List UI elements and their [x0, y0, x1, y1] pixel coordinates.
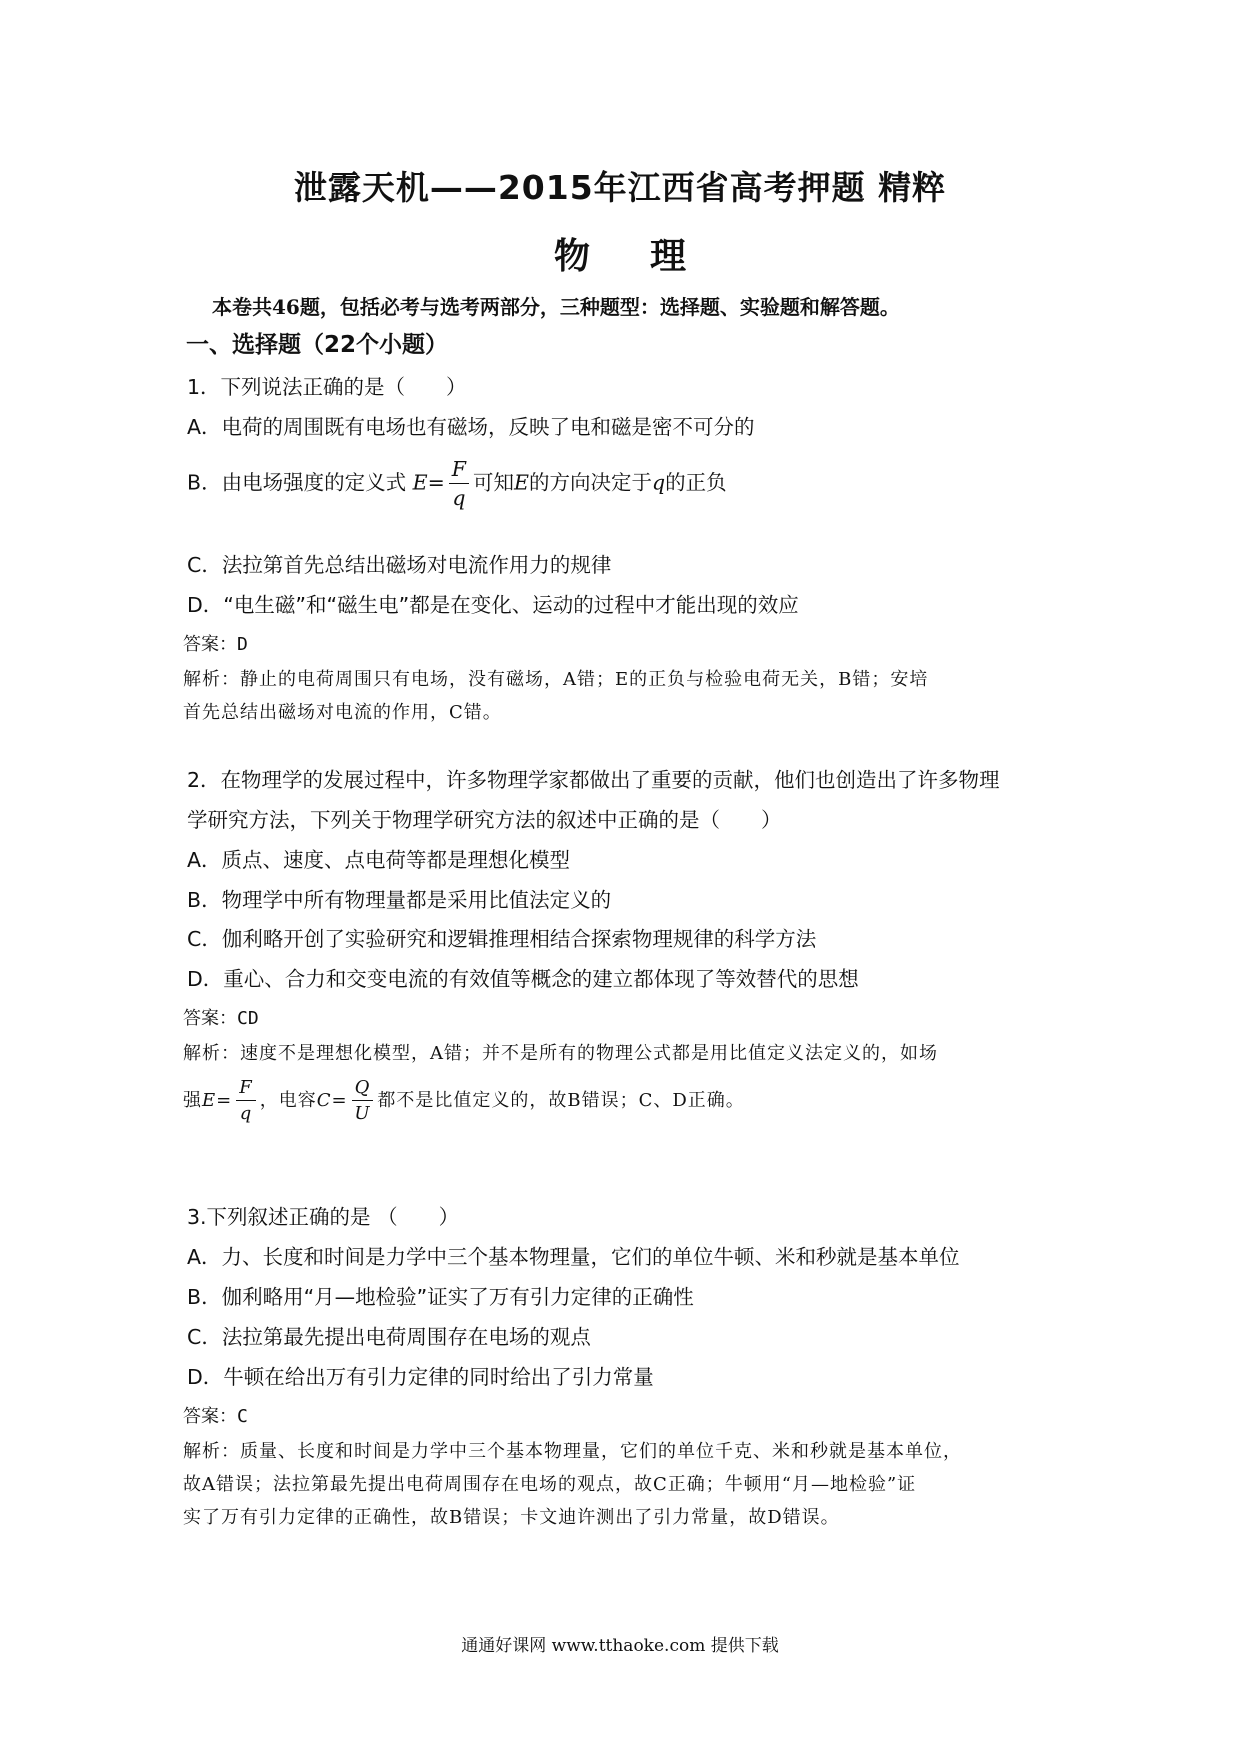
- q2-option-b: B．物理学中所有物理量都是采用比值法定义的: [187, 888, 612, 912]
- q2-exp-equals-2: =: [331, 1089, 348, 1111]
- q2-exp-middle: ，电容: [259, 1089, 317, 1111]
- q3-option-c: C．法拉第最先提出电荷周围存在电场的观点: [187, 1325, 591, 1349]
- q2-exp-prefix: 强: [183, 1089, 202, 1111]
- q2-stem-line-2: 学研究方法，下列关于物理学研究方法的叙述中正确的是（ ）: [187, 808, 782, 832]
- q2-answer: 答案：CD: [183, 1008, 259, 1029]
- q2-exp-fraction-e: [236, 1078, 256, 1124]
- q3-explanation-line-2: 故A错误；法拉第最先提出电荷周围存在电场的观点，故C正确；牛顿用“月—地检验”证: [183, 1474, 917, 1495]
- q3-option-a: A．力、长度和时间是力学中三个基本物理量，它们的单位牛顿、米和秒就是基本单位: [187, 1245, 960, 1269]
- q1-b-fraction: [449, 458, 469, 509]
- q3-answer: 答案：C: [183, 1406, 248, 1427]
- footer-source: 通通好课网 www.tthaoke.com 提供下载: [461, 1636, 779, 1656]
- q1-option-c: C．法拉第首先总结出磁场对电流作用力的规律: [187, 553, 612, 577]
- q1-b-text-2: 的方向决定于: [528, 470, 652, 495]
- subject-title: 物理: [553, 236, 746, 277]
- q1-b-text-1: 可知: [473, 470, 514, 495]
- q1-option-b: [187, 458, 727, 509]
- q1-b-denominator: q: [452, 485, 466, 510]
- q2-exp-symbol-c: C: [316, 1089, 332, 1111]
- q3-option-b: B．伽利略用“月—地检验”证实了万有引力定律的正确性: [187, 1285, 694, 1309]
- q1-b-equals: =: [427, 470, 445, 495]
- q2-explanation-line-2: [183, 1078, 745, 1124]
- q2-exp-fraction-c: [352, 1078, 374, 1124]
- q2-option-d: D．重心、合力和交变电流的有效值等概念的建立都体现了等效替代的思想: [187, 967, 859, 991]
- q1-explanation-line-2: 首先总结出磁场对电流的作用，C错。: [183, 702, 502, 723]
- q1-answer: 答案：D: [183, 634, 248, 655]
- q3-option-d: D．牛顿在给出万有引力定律的同时给出了引力常量: [187, 1365, 654, 1389]
- intro-text: 本卷共46题，包括必考与选考两部分，三种题型：选择题、实验题和解答题。: [212, 295, 900, 319]
- q2-exp-numerator-f: F: [236, 1078, 256, 1101]
- q2-exp-denominator-q: q: [239, 1102, 253, 1124]
- q1-b-symbol-e2: E: [514, 470, 529, 495]
- q2-stem-line-1: 2．在物理学的发展过程中，许多物理学家都做出了重要的贡献，他们也创造出了许多物理: [187, 768, 1000, 792]
- main-title: 泄露天机——2015年江西省高考押题 精粹: [293, 168, 947, 207]
- q1-explanation-line-1: 解析：静止的电荷周围只有电场，没有磁场，A错；E的正负与检验电荷无关，B错；安培: [183, 669, 929, 690]
- q1-option-a: A．电荷的周围既有电场也有磁场，反映了电和磁是密不可分的: [187, 415, 755, 439]
- q2-explanation-line-1: 解析：速度不是理想化模型，A错；并不是所有的物理公式都是用比值定义法定义的，如场: [183, 1043, 938, 1064]
- q1-stem: 1．下列说法正确的是（ ）: [187, 375, 467, 399]
- q2-exp-numerator-q: Q: [352, 1078, 374, 1101]
- q2-option-a: A．质点、速度、点电荷等都是理想化模型: [187, 848, 571, 872]
- q1-option-d: D．“电生磁”和“磁生电”都是在变化、运动的过程中才能出现的效应: [187, 593, 799, 617]
- q2-exp-equals-1: =: [216, 1089, 233, 1111]
- q2-exp-suffix: 都不是比值定义的，故B错误；C、D正确。: [377, 1089, 745, 1111]
- q1-b-numerator: F: [449, 458, 469, 484]
- q2-exp-denominator-u: U: [354, 1102, 371, 1124]
- q2-option-c: C．伽利略开创了实验研究和逻辑推理相结合探索物理规律的科学方法: [187, 927, 817, 951]
- q1-option-b-prefix: B．由电场强度的定义式: [187, 470, 407, 495]
- q1-b-text-3: 的正负: [665, 470, 727, 495]
- q3-stem: 3.下列叙述正确的是 （ ）: [187, 1205, 460, 1229]
- q1-b-symbol-q: q: [651, 470, 666, 495]
- q2-exp-symbol-e: E: [202, 1089, 217, 1111]
- q1-b-symbol-e: E: [412, 470, 428, 495]
- q3-explanation-line-1: 解析：质量、长度和时间是力学中三个基本物理量，它们的单位千克、米和秒就是基本单位，: [183, 1441, 962, 1462]
- q3-explanation-line-3: 实了万有引力定律的正确性，故B错误；卡文迪许测出了引力常量，故D错误。: [183, 1507, 840, 1528]
- section-heading: 一、选择题（22个小题）: [186, 332, 449, 358]
